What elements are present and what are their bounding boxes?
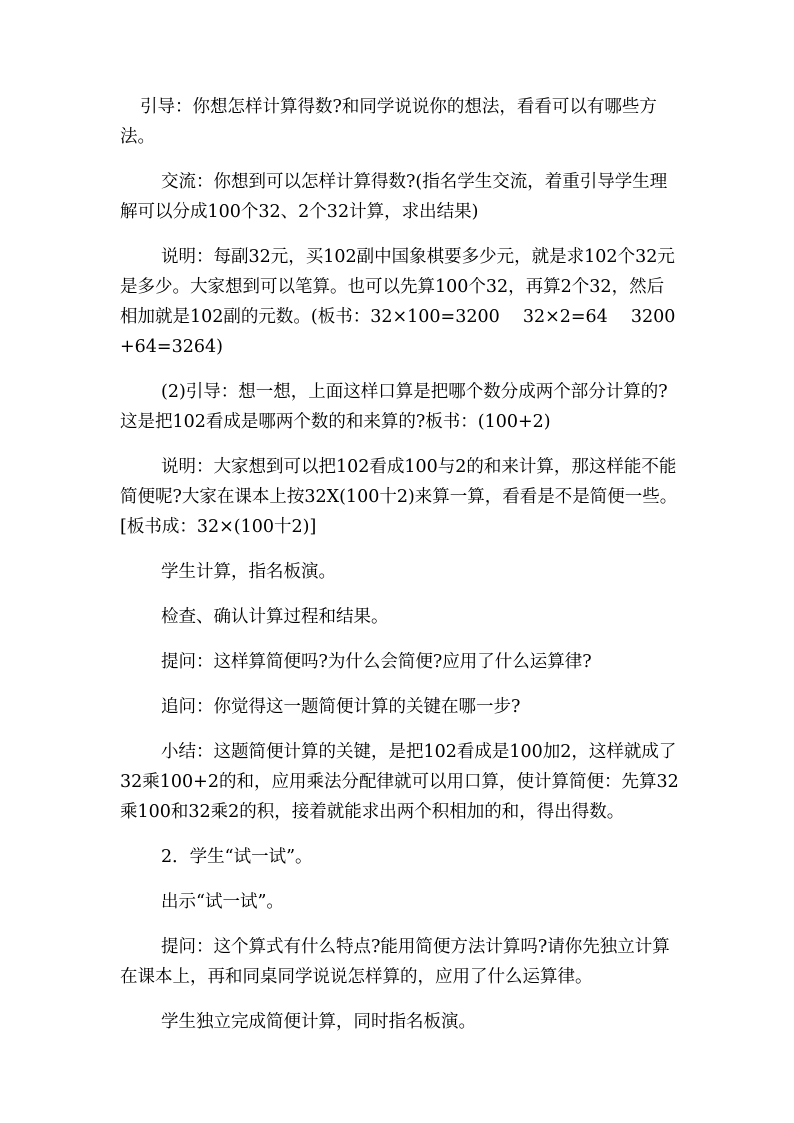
paragraph-follow-up: 追问：你觉得这一题简便计算的关键在哪一步? [161,697,521,717]
paragraph-guide-2: (2)引导：想一想，上面这样口算是把哪个数分成两个部分计算的?这是把102看成是哪两个数的和来算的?板书：(100+2) [120,382,668,432]
paragraph-independent: 学生独立完成简便计算，同时指名板演。 [161,1012,476,1032]
paragraph-guide: 引导：你想怎样计算得数?和同学说说你的想法，看看可以有哪些方法。 [120,97,657,147]
paragraph-exchange: 交流：你想到可以怎样计算得数?(指名学生交流，着重引导学生理解可以分成100个32、2个32计算，求出结果) [120,172,668,222]
paragraph-question: 提问：这样算简便吗?为什么会简便?应用了什么运算律? [161,652,592,672]
paragraph-check: 检查、确认计算过程和结果。 [161,607,389,627]
paragraph-section-2: 2．学生“试一试”。 [161,847,313,867]
paragraph-question-2: 提问：这个算式有什么特点?能用简便方法计算吗?请你先独立计算在课本上，再和同桌同学说说怎样算的，应用了什么运算律。 [120,937,670,987]
paragraph-student-calc: 学生计算，指名板演。 [161,562,336,582]
paragraph-explanation-1: 说明：每副32元，买102副中国象棋要多少元，就是求102个32元是多少。大家想到可以笔算。也可以先算100个32，再算2个32，然后相加就是102副的元数。(板书：32×100=3200 32×2=64 3200+64=3264) [120,247,676,357]
paragraph-explanation-2: 说明：大家想到可以把102看成100与2的和来计算，那这样能不能简便呢?大家在课本上按32X(100十2)来算一算，看看是不是简便一些。[板书成：32×(100十2)] [120,457,678,537]
paragraph-summary: 小结：这题简便计算的关键，是把102看成是100加2，这样就成了32乘100+2的和，应用乘法分配律就可以用口算，使计算简便：先算32乘100和32乘2的积，接着就能求出两个积相加的和，得出得数。 [120,742,679,822]
document-body [120,92,680,1052]
paragraph-show-try: 出示“试一试”。 [161,892,284,912]
